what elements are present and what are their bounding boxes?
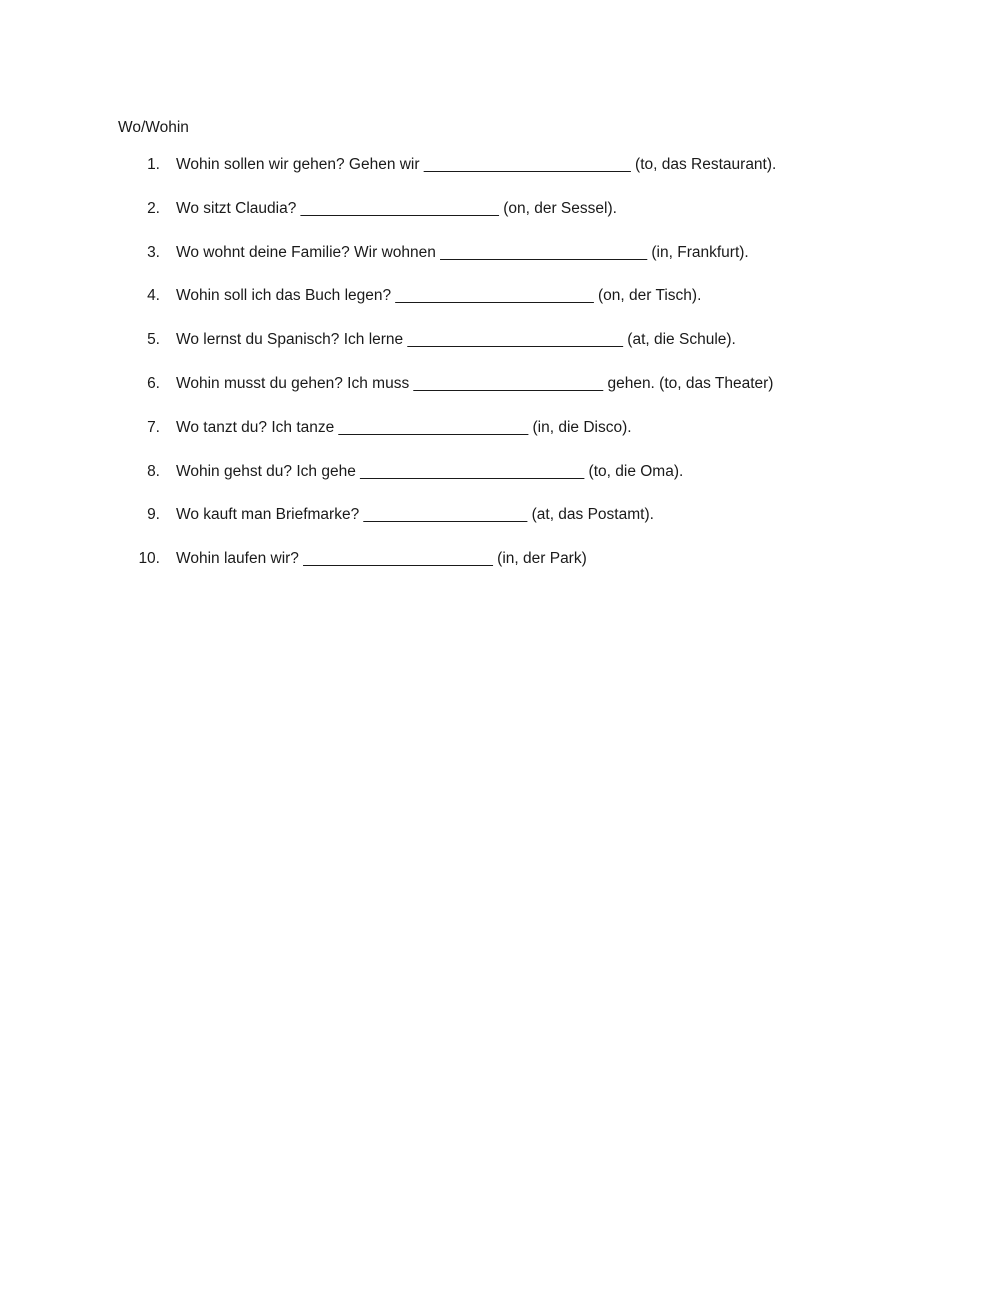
- exercise-number: 6.: [147, 374, 160, 392]
- exercise-number: 3.: [147, 243, 160, 261]
- exercise-item-8: [0, 462, 1000, 506]
- exercise-item-2: [0, 199, 1000, 243]
- exercise-text: Wo wohnt deine Familie? Wir wohnen ________________________ (in, Frankfurt).: [176, 243, 749, 261]
- exercise-item-4: [0, 286, 1000, 330]
- exercise-text: Wohin gehst du? Ich gehe __________________________ (to, die Oma).: [176, 462, 684, 480]
- exercise-text: Wo sitzt Claudia? _______________________ (on, der Sessel).: [176, 199, 617, 217]
- exercise-item-5: [0, 330, 1000, 374]
- exercise-number: 7.: [147, 418, 160, 436]
- exercise-text: Wohin laufen wir? ______________________ (in, der Park): [176, 550, 587, 568]
- exercise-text: Wo tanzt du? Ich tanze ______________________ (in, die Disco).: [176, 418, 632, 436]
- exercise-text: Wohin sollen wir gehen? Gehen wir ________________________ (to, das Restaurant).: [176, 156, 777, 173]
- exercise-item-3: [0, 243, 1000, 287]
- exercise-text: Wohin soll ich das Buch legen? _______________________ (on, der Tisch).: [176, 287, 702, 305]
- exercise-number: 10.: [138, 550, 160, 568]
- exercise-text: Wo kauft man Briefmarke? ___________________ (at, das Postamt).: [176, 506, 654, 524]
- exercise-number: 4.: [147, 287, 160, 305]
- exercise-item-10: [0, 549, 1000, 593]
- exercise-item-1: [0, 155, 1000, 199]
- exercise-number: 8.: [147, 462, 160, 480]
- exercise-number: 2.: [147, 199, 160, 217]
- exercise-item-6: [0, 374, 1000, 418]
- exercise-number: 1.: [147, 156, 160, 173]
- worksheet-title: Wo/Wohin: [118, 119, 189, 136]
- exercise-text: Wohin musst du gehen? Ich muss ______________________ gehen. (to, das Theater): [176, 374, 774, 392]
- exercise-number: 5.: [147, 331, 160, 349]
- exercise-item-9: [0, 505, 1000, 549]
- exercise-text: Wo lernst du Spanisch? Ich lerne _________________________ (at, die Schule).: [176, 331, 736, 349]
- exercise-number: 9.: [147, 506, 160, 524]
- exercise-item-7: [0, 418, 1000, 462]
- exercise-list: [0, 155, 1000, 593]
